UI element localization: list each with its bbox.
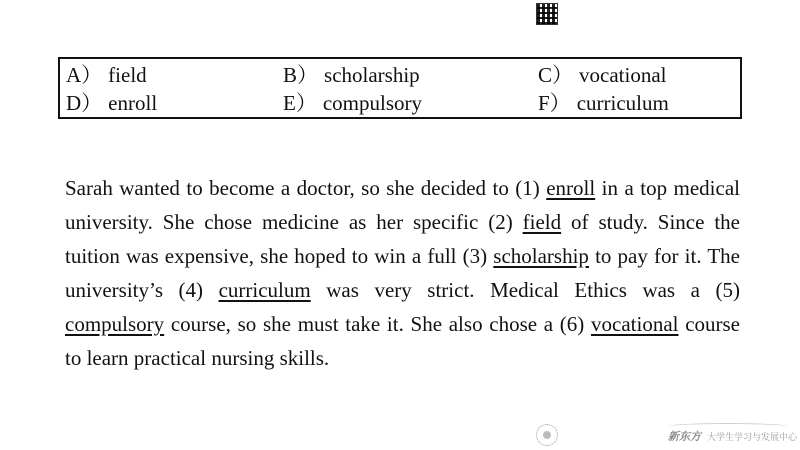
option-word: field bbox=[108, 63, 147, 87]
brand-swoosh bbox=[668, 423, 788, 430]
passage-text: Sarah wanted to become a doctor, so she decided to (1) bbox=[65, 176, 547, 200]
option-word: curriculum bbox=[576, 91, 669, 115]
option-d bbox=[66, 90, 157, 116]
option-letter: A） bbox=[66, 63, 103, 87]
option-f bbox=[538, 90, 669, 116]
option-b bbox=[283, 62, 420, 88]
option-word: scholarship bbox=[324, 63, 420, 87]
passage-text: in a top medical university. She chose medicine as her specific (2) bbox=[65, 176, 740, 234]
word-bank bbox=[58, 57, 742, 119]
option-letter: F） bbox=[538, 91, 571, 115]
answer-3: scholarship bbox=[493, 244, 589, 268]
passage-text: course, so she must take it. She also chose a (6) bbox=[164, 312, 592, 336]
option-word: compulsory bbox=[322, 91, 422, 115]
passage-text: to pay for it. The university’s (4) bbox=[65, 244, 740, 302]
option-word: vocational bbox=[579, 63, 667, 87]
answer-2: field bbox=[522, 210, 562, 234]
option-letter: B） bbox=[283, 63, 319, 87]
passage-text: course to learn practical nursing skills. bbox=[65, 312, 740, 370]
option-letter: E） bbox=[283, 91, 317, 115]
cloze-passage bbox=[65, 171, 740, 375]
answer-4: curriculum bbox=[218, 278, 311, 302]
brand-mark: 新东方 bbox=[668, 430, 701, 443]
stamp-logo-icon bbox=[536, 424, 558, 446]
passage-text: was very strict. Medical Ethics was a (5) bbox=[310, 278, 740, 302]
answer-1: enroll bbox=[546, 176, 596, 200]
brand-footer bbox=[668, 428, 797, 442]
option-letter: D） bbox=[66, 91, 103, 115]
answer-5: compulsory bbox=[65, 312, 165, 336]
answer-6: vocational bbox=[591, 312, 679, 336]
passage-text: of study. Since the tuition was expensive, she hoped to win a full (3) bbox=[65, 210, 740, 268]
option-letter: C） bbox=[538, 63, 574, 87]
option-a bbox=[66, 62, 147, 88]
option-e bbox=[283, 90, 422, 116]
brand-text: 大学生学习与发展中心 bbox=[707, 433, 798, 443]
option-c bbox=[538, 62, 666, 88]
option-word: enroll bbox=[108, 91, 158, 115]
qr-code-icon bbox=[536, 3, 558, 25]
